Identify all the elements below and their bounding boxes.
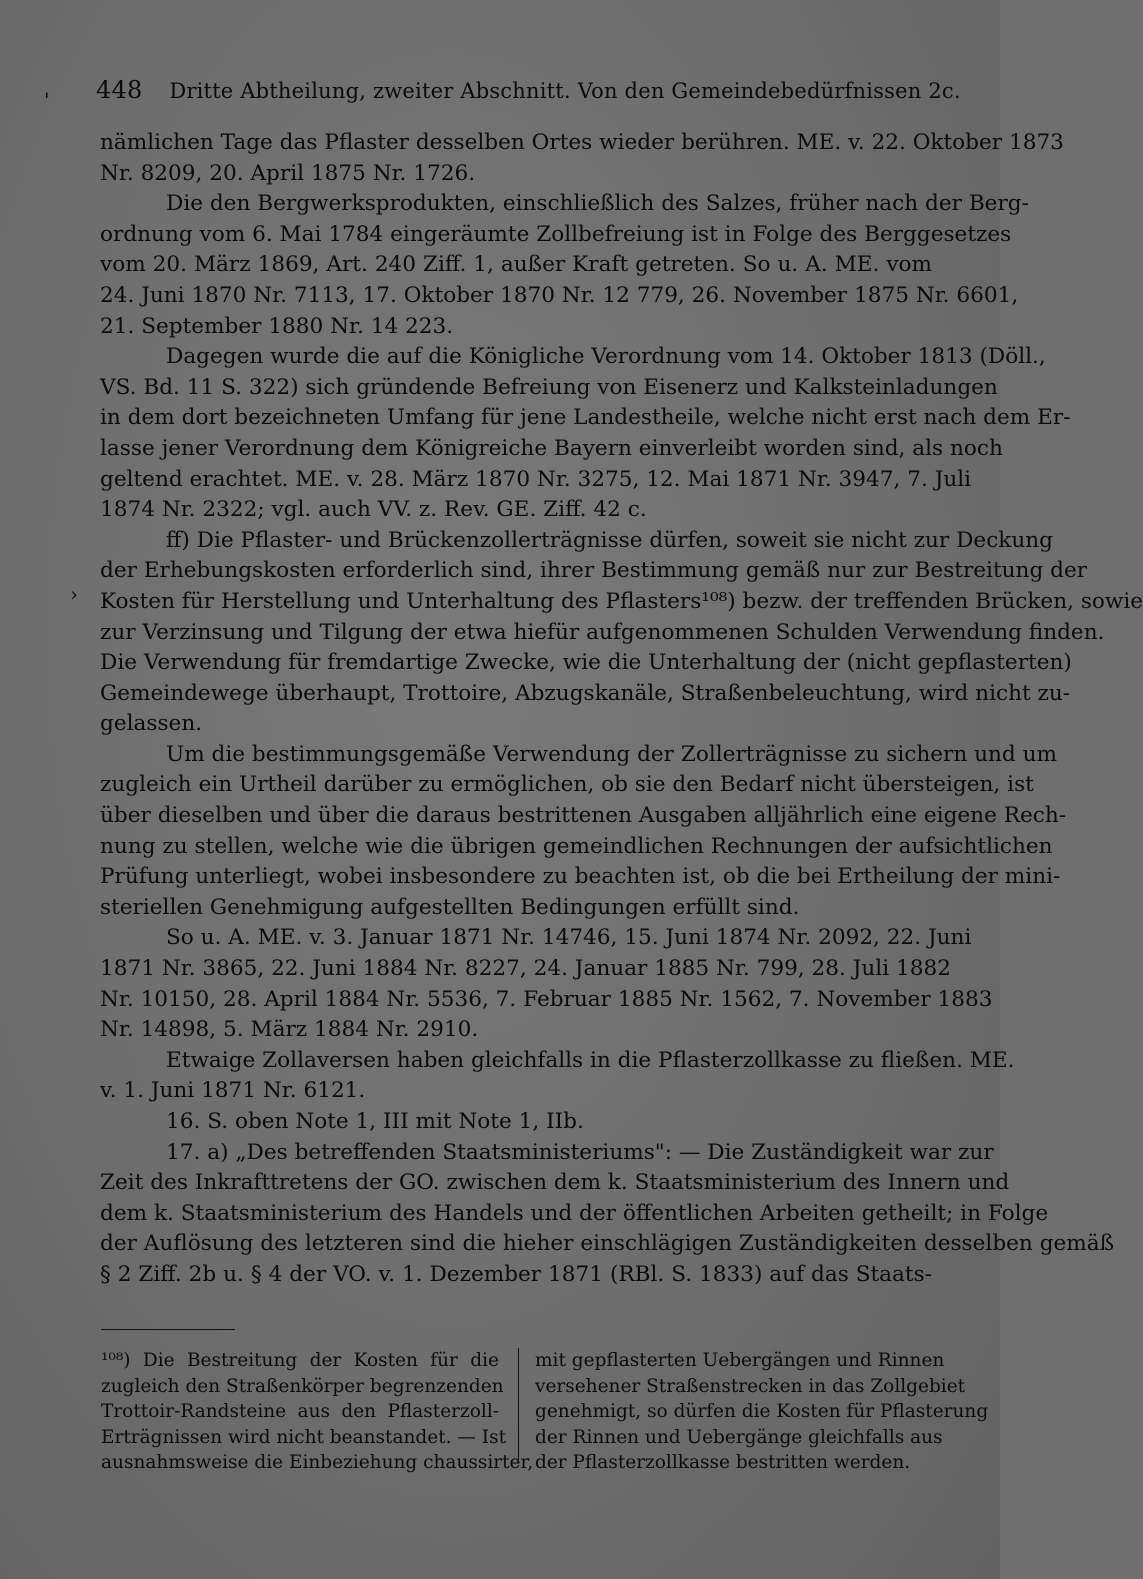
text-line: VS. Bd. 11 S. 322) sich gründende Befreiung von Eisenerz und Kalksteinladungen — [100, 374, 998, 400]
text-line: Zeit des Inkrafttretens der GO. zwischen dem k. Staatsministerium des Innern und — [100, 1170, 1010, 1196]
text-line: der Auflösung des letzteren sind die hieher einschlägigen Zuständigkeiten desselben gemäß — [100, 1231, 1115, 1257]
footnote-line: der Pflasterzollkasse bestritten werden. — [535, 1452, 911, 1474]
footnote-line: genehmigt, so dürfen die Kosten für Pflasterung — [535, 1401, 989, 1423]
text-line: 1871 Nr. 3865, 22. Juni 1884 Nr. 8227, 24. Januar 1885 Nr. 799, 28. Juli 1882 — [100, 956, 951, 982]
text-line: 21. September 1880 Nr. 14 223. — [100, 313, 454, 339]
running-header — [96, 76, 961, 116]
text-line: 16. S. oben Note 1, III mit Note 1, IIb. — [166, 1109, 584, 1134]
text-line: Um die bestimmungsgemäße Verwendung der Zollerträgnisse zu sichern und um — [166, 741, 1057, 767]
footnote-line: ausnahmsweise die Einbeziehung chaussirter, — [101, 1452, 534, 1474]
text-line: der Erhebungskosten erforderlich sind, ihrer Bestimmung gemäß nur zur Bestreitung der — [100, 558, 1088, 584]
text-line: So u. A. ME. v. 3. Januar 1871 Nr. 14746, 15. Juni 1874 Nr. 2092, 22. Juni — [166, 925, 972, 951]
text-line: 1874 Nr. 2322; vgl. auch VV. z. Rev. GE. Ziff. 42 c. — [100, 497, 647, 523]
page-number: 448 — [96, 76, 143, 104]
text-line: ordnung vom 6. Mai 1784 eingeräumte Zollbefreiung ist in Folge des Berggesetzes — [100, 221, 1012, 247]
footnote-line: Erträgnissen wird nicht beanstandet. — Ist — [101, 1426, 507, 1448]
text-line: vom 20. März 1869, Art. 240 Ziff. 1, außer Kraft getreten. So u. A. ME. vom — [100, 252, 932, 278]
footnote-rule — [101, 1329, 235, 1330]
text-line: Prüfung unterliegt, wobei insbesondere zu beachten ist, ob die bei Ertheilung der mini- — [100, 864, 1061, 890]
footnote-left-column — [101, 1348, 534, 1476]
text-line: ff) Die Pflaster- und Brückenzollerträgnisse dürfen, soweit sie nicht zur Deckung — [166, 527, 1054, 553]
text-line: dem k. Staatsministerium des Handels und der öffentlichen Arbeiten getheilt; in Folge — [100, 1200, 1049, 1226]
footnote-line: versehener Straßenstrecken in das Zollgebiet — [535, 1375, 966, 1397]
text-line: Nr. 8209, 20. April 1875 Nr. 1726. — [100, 160, 476, 186]
text-line: § 2 Ziff. 2b u. § 4 der VO. v. 1. Dezember 1871 (RBl. S. 1833) auf das Staats- — [100, 1261, 932, 1287]
footnote-line: ¹⁰⁸) Die Bestreitung der Kosten für die — [101, 1350, 499, 1371]
text-line: Nr. 14898, 5. März 1884 Nr. 2910. — [100, 1017, 479, 1043]
text-line: 17. a) „Des betreffenden Staatsministeriums": — Die Zuständigkeit war zur — [166, 1139, 994, 1165]
footnote-line: zugleich den Straßenkörper begrenzenden — [101, 1375, 504, 1397]
text-line: Etwaige Zollaversen haben gleichfalls in die Pflasterzollkasse zu fließen. ME. — [166, 1047, 1015, 1073]
margin-tick-mark: ' — [44, 88, 50, 112]
text-line: Nr. 10150, 28. April 1884 Nr. 5536, 7. Februar 1885 Nr. 1562, 7. November 1883 — [100, 986, 993, 1012]
text-line: zur Verzinsung und Tilgung der etwa hiefür aufgenommenen Schulden Verwendung finden. — [100, 619, 1105, 645]
body-text — [100, 128, 1143, 1291]
text-line: zugleich ein Urtheil darüber zu ermöglichen, ob sie den Bedarf nicht übersteigen, ist — [100, 772, 1034, 798]
footnote-line: Trottoir-Randsteine aus den Pflasterzoll- — [101, 1401, 499, 1423]
text-line: v. 1. Juni 1871 Nr. 6121. — [100, 1078, 366, 1104]
text-line: in dem dort bezeichneten Umfang für jene Landestheile, welche nicht erst nach dem Er- — [100, 405, 1071, 431]
text-line: Gemeindewege überhaupt, Trottoire, Abzugskanäle, Straßenbeleuchtung, wird nicht zu- — [100, 680, 1071, 706]
text-line: Kosten für Herstellung und Unterhaltung des Pflasters¹⁰⁸) bezw. der treffenden Brücken, sowie — [100, 588, 1143, 614]
text-line: Die den Bergwerksprodukten, einschließlich des Salzes, früher nach der Berg- — [166, 191, 1029, 217]
text-line: 24. Juni 1870 Nr. 7113, 17. Oktober 1870 Nr. 12 779, 26. November 1875 Nr. 6601, — [100, 282, 1019, 308]
text-line: über dieselben und über die daraus bestrittenen Ausgaben alljährlich eine eigene Rech- — [100, 803, 1067, 829]
text-line: lasse jener Verordnung dem Königreiche Bayern einverleibt worden sind, als noch — [100, 435, 1003, 461]
text-line: Dagegen wurde die auf die Königliche Verordnung vom 14. Oktober 1813 (Döll., — [166, 344, 1046, 370]
text-line: gelassen. — [100, 711, 203, 737]
running-title: Dritte Abtheilung, zweiter Abschnitt. Von den Gemeindebedürfnissen 2c. — [169, 79, 961, 103]
text-line: Die Verwendung für fremdartige Zwecke, wie die Unterhaltung der (nicht gepflasterten) — [100, 650, 1072, 676]
footnote-line: mit gepflasterten Uebergängen und Rinnen — [535, 1350, 945, 1371]
text-line: geltend erachtet. ME. v. 28. März 1870 Nr. 3275, 12. Mai 1871 Nr. 3947, 7. Juli — [100, 466, 972, 492]
text-line: nämlichen Tage das Pflaster desselben Ortes wieder berühren. ME. v. 22. Oktober 1873 — [100, 130, 1064, 155]
text-line: steriellen Genehmigung aufgestellten Bedingungen erfüllt sind. — [100, 894, 800, 920]
text-line: nung zu stellen, welche wie die übrigen gemeindlichen Rechnungen der aufsichtlichen — [100, 833, 1053, 859]
footnote-column-divider — [518, 1348, 519, 1460]
footnote-right-column — [535, 1348, 989, 1476]
footnote-line: der Rinnen und Uebergänge gleichfalls aus — [535, 1426, 943, 1448]
margin-pointer-mark: › — [70, 582, 78, 606]
